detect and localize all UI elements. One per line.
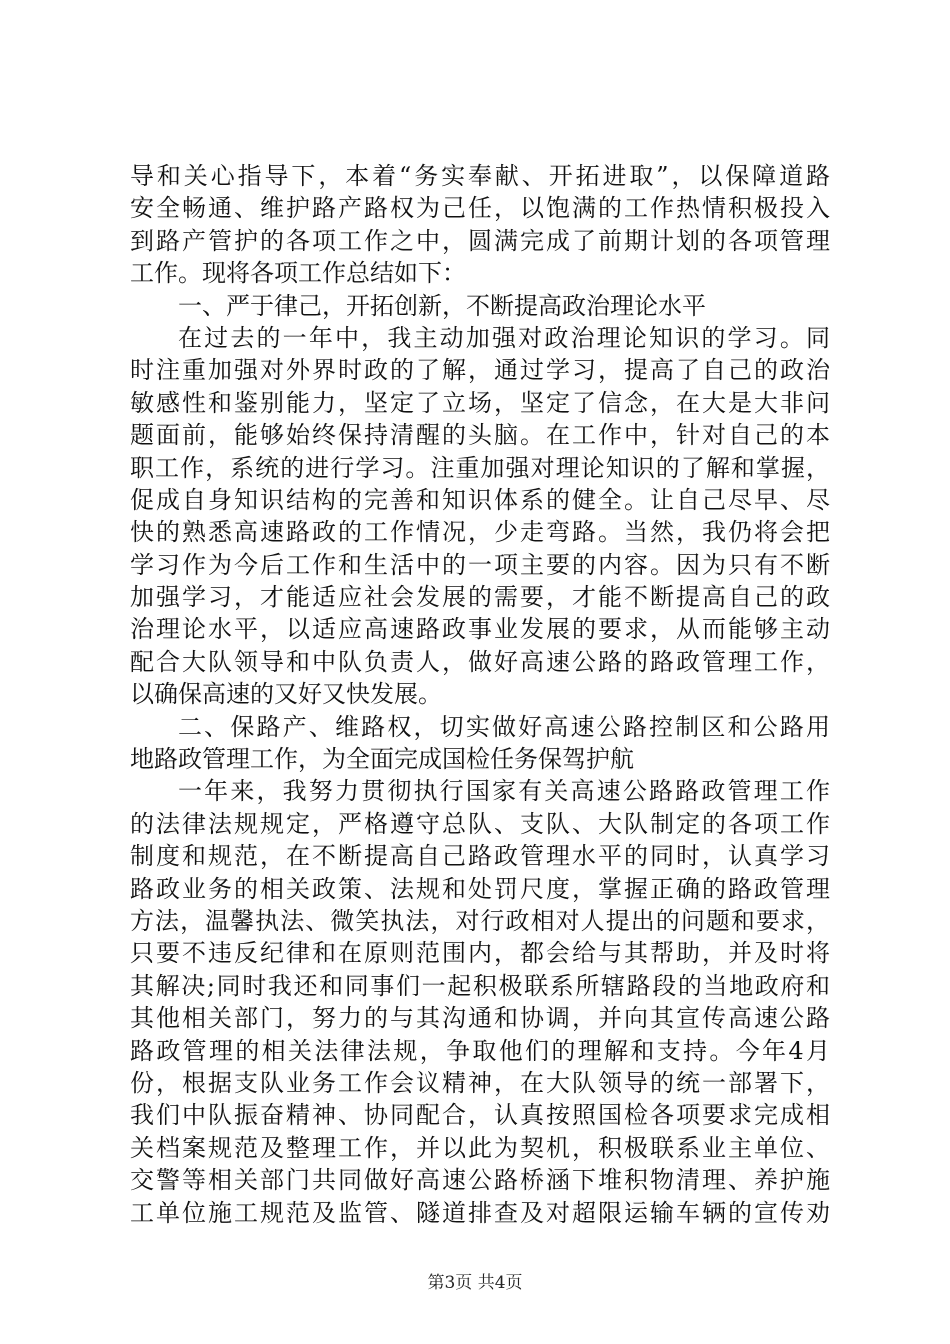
text-line: 到路产管护的各项工作之中，圆满完成了前期计划的各项管理 (130, 226, 830, 255)
text-line: 以确保高速的又好又快发展。 (130, 680, 442, 709)
text-line: 安全畅通、维护路产路权为己任，以饱满的工作热情积极投入 (130, 194, 830, 223)
document-body (130, 160, 830, 1229)
text-line: 时注重加强对外界时政的了解，通过学习，提高了自己的政治 (130, 356, 830, 385)
text-line: 交警等相关部门共同做好高速公路桥涵下堆积物清理、养护施 (130, 1166, 830, 1195)
text-line: 工作。现将各项工作总结如下： (130, 259, 466, 288)
text-line: 的法律法规规定，严格遵守总队、支队、大队制定的各项工作 (130, 809, 830, 838)
text-line: 一年来，我努力贯彻执行国家有关高速公路路政管理工作 (178, 777, 830, 806)
text-line: 快的熟悉高速路政的工作情况，少走弯路。当然，我仍将会把 (130, 518, 830, 547)
text-line: 方法，温馨执法、微笑执法，对行政相对人提出的问题和要求， (130, 906, 830, 935)
text-line: 我们中队振奋精神、协同配合，认真按照国检各项要求完成相 (130, 1101, 830, 1130)
text-line: 制度和规范，在不断提高自己路政管理水平的同时，认真学习 (130, 842, 830, 871)
section-heading-2-continued: 地路政管理工作，为全面完成国检任务保驾护航 (130, 745, 634, 774)
text-line: 只要不违反纪律和在原则范围内，都会给与其帮助，并及时将 (130, 939, 830, 968)
text-line: 路政业务的相关政策、法规和处罚尺度，掌握正确的路政管理 (130, 874, 830, 903)
page-number: 第3页 共4页 (427, 1273, 523, 1293)
text-line: 路政管理的相关法律法规，争取他们的理解和支持。今年4月 (130, 1036, 830, 1065)
text-line: 治理论水平，以适应高速路政事业发展的要求，从而能够主动 (130, 615, 830, 644)
section-heading-2: 二、保路产、维路权，切实做好高速公路控制区和公路用 (178, 712, 830, 741)
text-line: 份，根据支队业务工作会议精神，在大队领导的统一部署下， (130, 1068, 830, 1097)
text-line: 职工作，系统的进行学习。注重加强对理论知识的了解和掌握， (130, 453, 830, 482)
text-line: 工单位施工规范及监管、隧道排查及对超限运输车辆的宣传劝 (130, 1198, 830, 1227)
text-line: 敏感性和鉴别能力，坚定了立场，坚定了信念，在大是大非问 (130, 388, 830, 417)
text-line: 在过去的一年中，我主动加强对政治理论知识的学习。同 (178, 323, 830, 352)
text-line: 配合大队领导和中队负责人，做好高速公路的路政管理工作， (130, 647, 830, 676)
text-line: 其他相关部门，努力的与其沟通和协调，并向其宣传高速公路 (130, 1004, 830, 1033)
text-line: 其解决;同时我还和同事们一起积极联系所辖路段的当地政府和 (130, 971, 830, 1000)
text-line: 促成自身知识结构的完善和知识体系的健全。让自己尽早、尽 (130, 485, 830, 514)
text-line: 加强学习，才能适应社会发展的需要，才能不断提高自己的政 (130, 583, 830, 612)
section-heading-1: 一、严于律己，开拓创新，不断提高政治理论水平 (178, 291, 706, 320)
text-line: 学习作为今后工作和生活中的一项主要的内容。因为只有不断 (130, 550, 830, 579)
text-line: 题面前，能够始终保持清醒的头脑。在工作中，针对自己的本 (130, 421, 830, 450)
text-line: 关档案规范及整理工作，并以此为契机，积极联系业主单位、 (130, 1133, 830, 1162)
text-line: 导和关心指导下，本着“务实奉献、开拓进取”，以保障道路 (130, 162, 830, 190)
